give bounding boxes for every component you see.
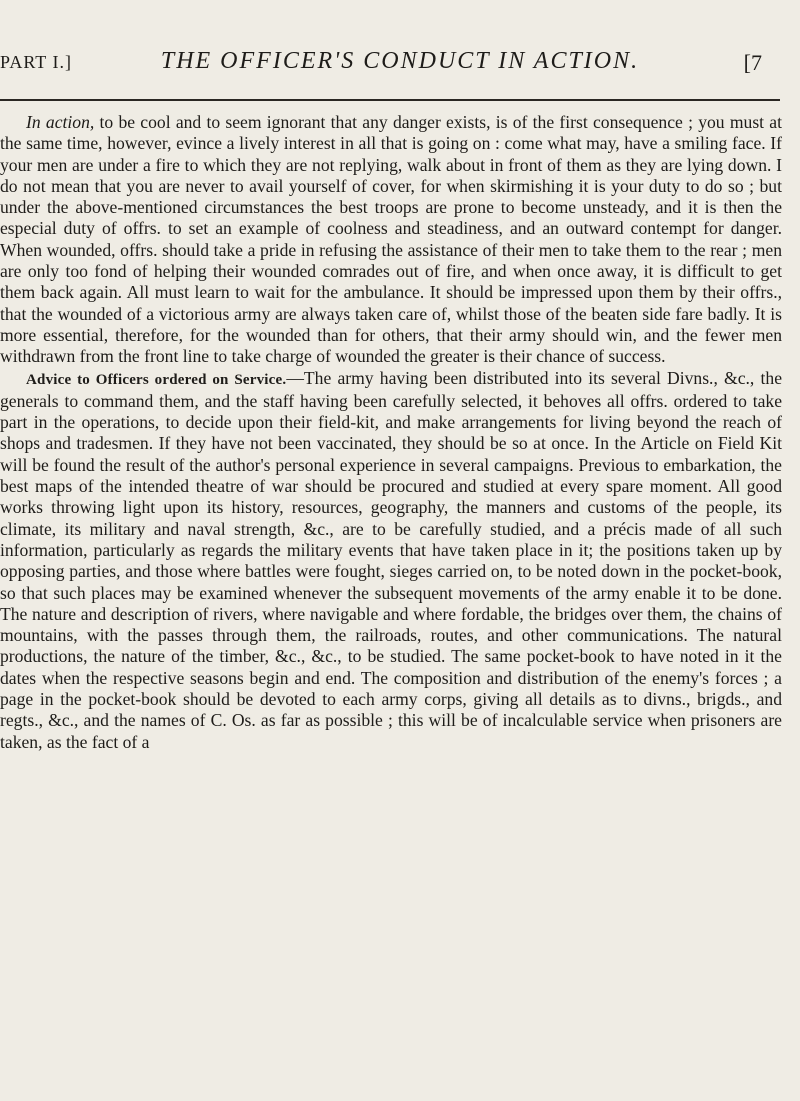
paragraph-in-action: [0, 112, 782, 368]
body-text: [0, 112, 782, 753]
running-header: [0, 44, 780, 84]
paragraph-lead: In action,: [26, 112, 95, 132]
section-heading: Advice to Officers ordered on Service.: [26, 371, 287, 388]
header-rule: [0, 99, 780, 101]
page-number: [7: [743, 50, 762, 75]
paragraph-text: to be cool and to seem ignorant that any danger exists, is of the first consequence ; you must at the same time, however, evince a lively interest in all that is going on : come what may, have a smiling face. If your men are under a fire to which they are not replying, walk about in front of them as they are lying down. I do not mean that you are never to avail yourself of cover, for when skirmishing it is your duty to do so ; but under the above-mentioned circumstances the best troops are prone to become unsteady, and it is then the especial duty of offrs. to set an example of coolness and steadiness, and an outward contempt for danger. When wounded, offrs. should take a pride in refusing the assistance of their men to take them to the rear ; men are only too fond of helping their wounded comrades out of fire, and when once away, it is difficult to get them back again. All must learn to wait for the ambulance. It should be impressed upon them by their offrs., that the wounded of a victorious army are always taken care of, whilst those of the beaten side fare badly. It is more essential, therefore, for the wounded than for others, that their army should win, and the fewer men withdrawn from the front line to take charge of wounded the greater is their chance of success.: [0, 112, 782, 367]
paragraph-text: —The army having been distributed into its several Divns., &c., the generals to command them, and the staff having been carefully selected, it behoves all offrs. ordered to take part in the operations, to decide upon their field-kit, and make arrangements for living beyond the reach of shops and tradesmen. If they have not been vaccinated, they should be so at once. In the Article on Field Kit will be found the result of the author's personal experience in several campaigns. Previous to embarkation, the best maps of the intended theatre of war should be procured and studied at every spare moment. All good works throwing light upon its history, resources, geography, the manners and customs of the people, its climate, its military and naval strength, &c., are to be carefully studied, and a précis made of all such information, particularly as regards the military events that have taken place in it; the positions taken up by opposing parties, and those where battles were fought, sieges carried on, to be noted down in the pocket-book, so that such places may be examined whenever the subsequent movements of the army enable it to be done. The nature and description of rivers, where navigable and where fordable, the bridges over them, the chains of mountains, with the passes through them, the railroads, routes, and other communications. The natural productions, the nature of the timber, &c., &c., to be studied. The same pocket-book to have noted in it the dates when the respective seasons begin and end. The composition and distribution of the enemy's forces ; a page in the pocket-book should be devoted to each army corps, giving all details as to divns., brigds., and regts., &c., and the names of C. Os. as far as possible ; this will be of incalculable service when prisoners are taken, as the fact of a: [0, 367, 782, 752]
running-title: THE OFFICER'S CONDUCT IN ACTION.: [160, 48, 640, 74]
paragraph-advice: [0, 368, 782, 753]
part-label: PART I.]: [0, 52, 72, 72]
